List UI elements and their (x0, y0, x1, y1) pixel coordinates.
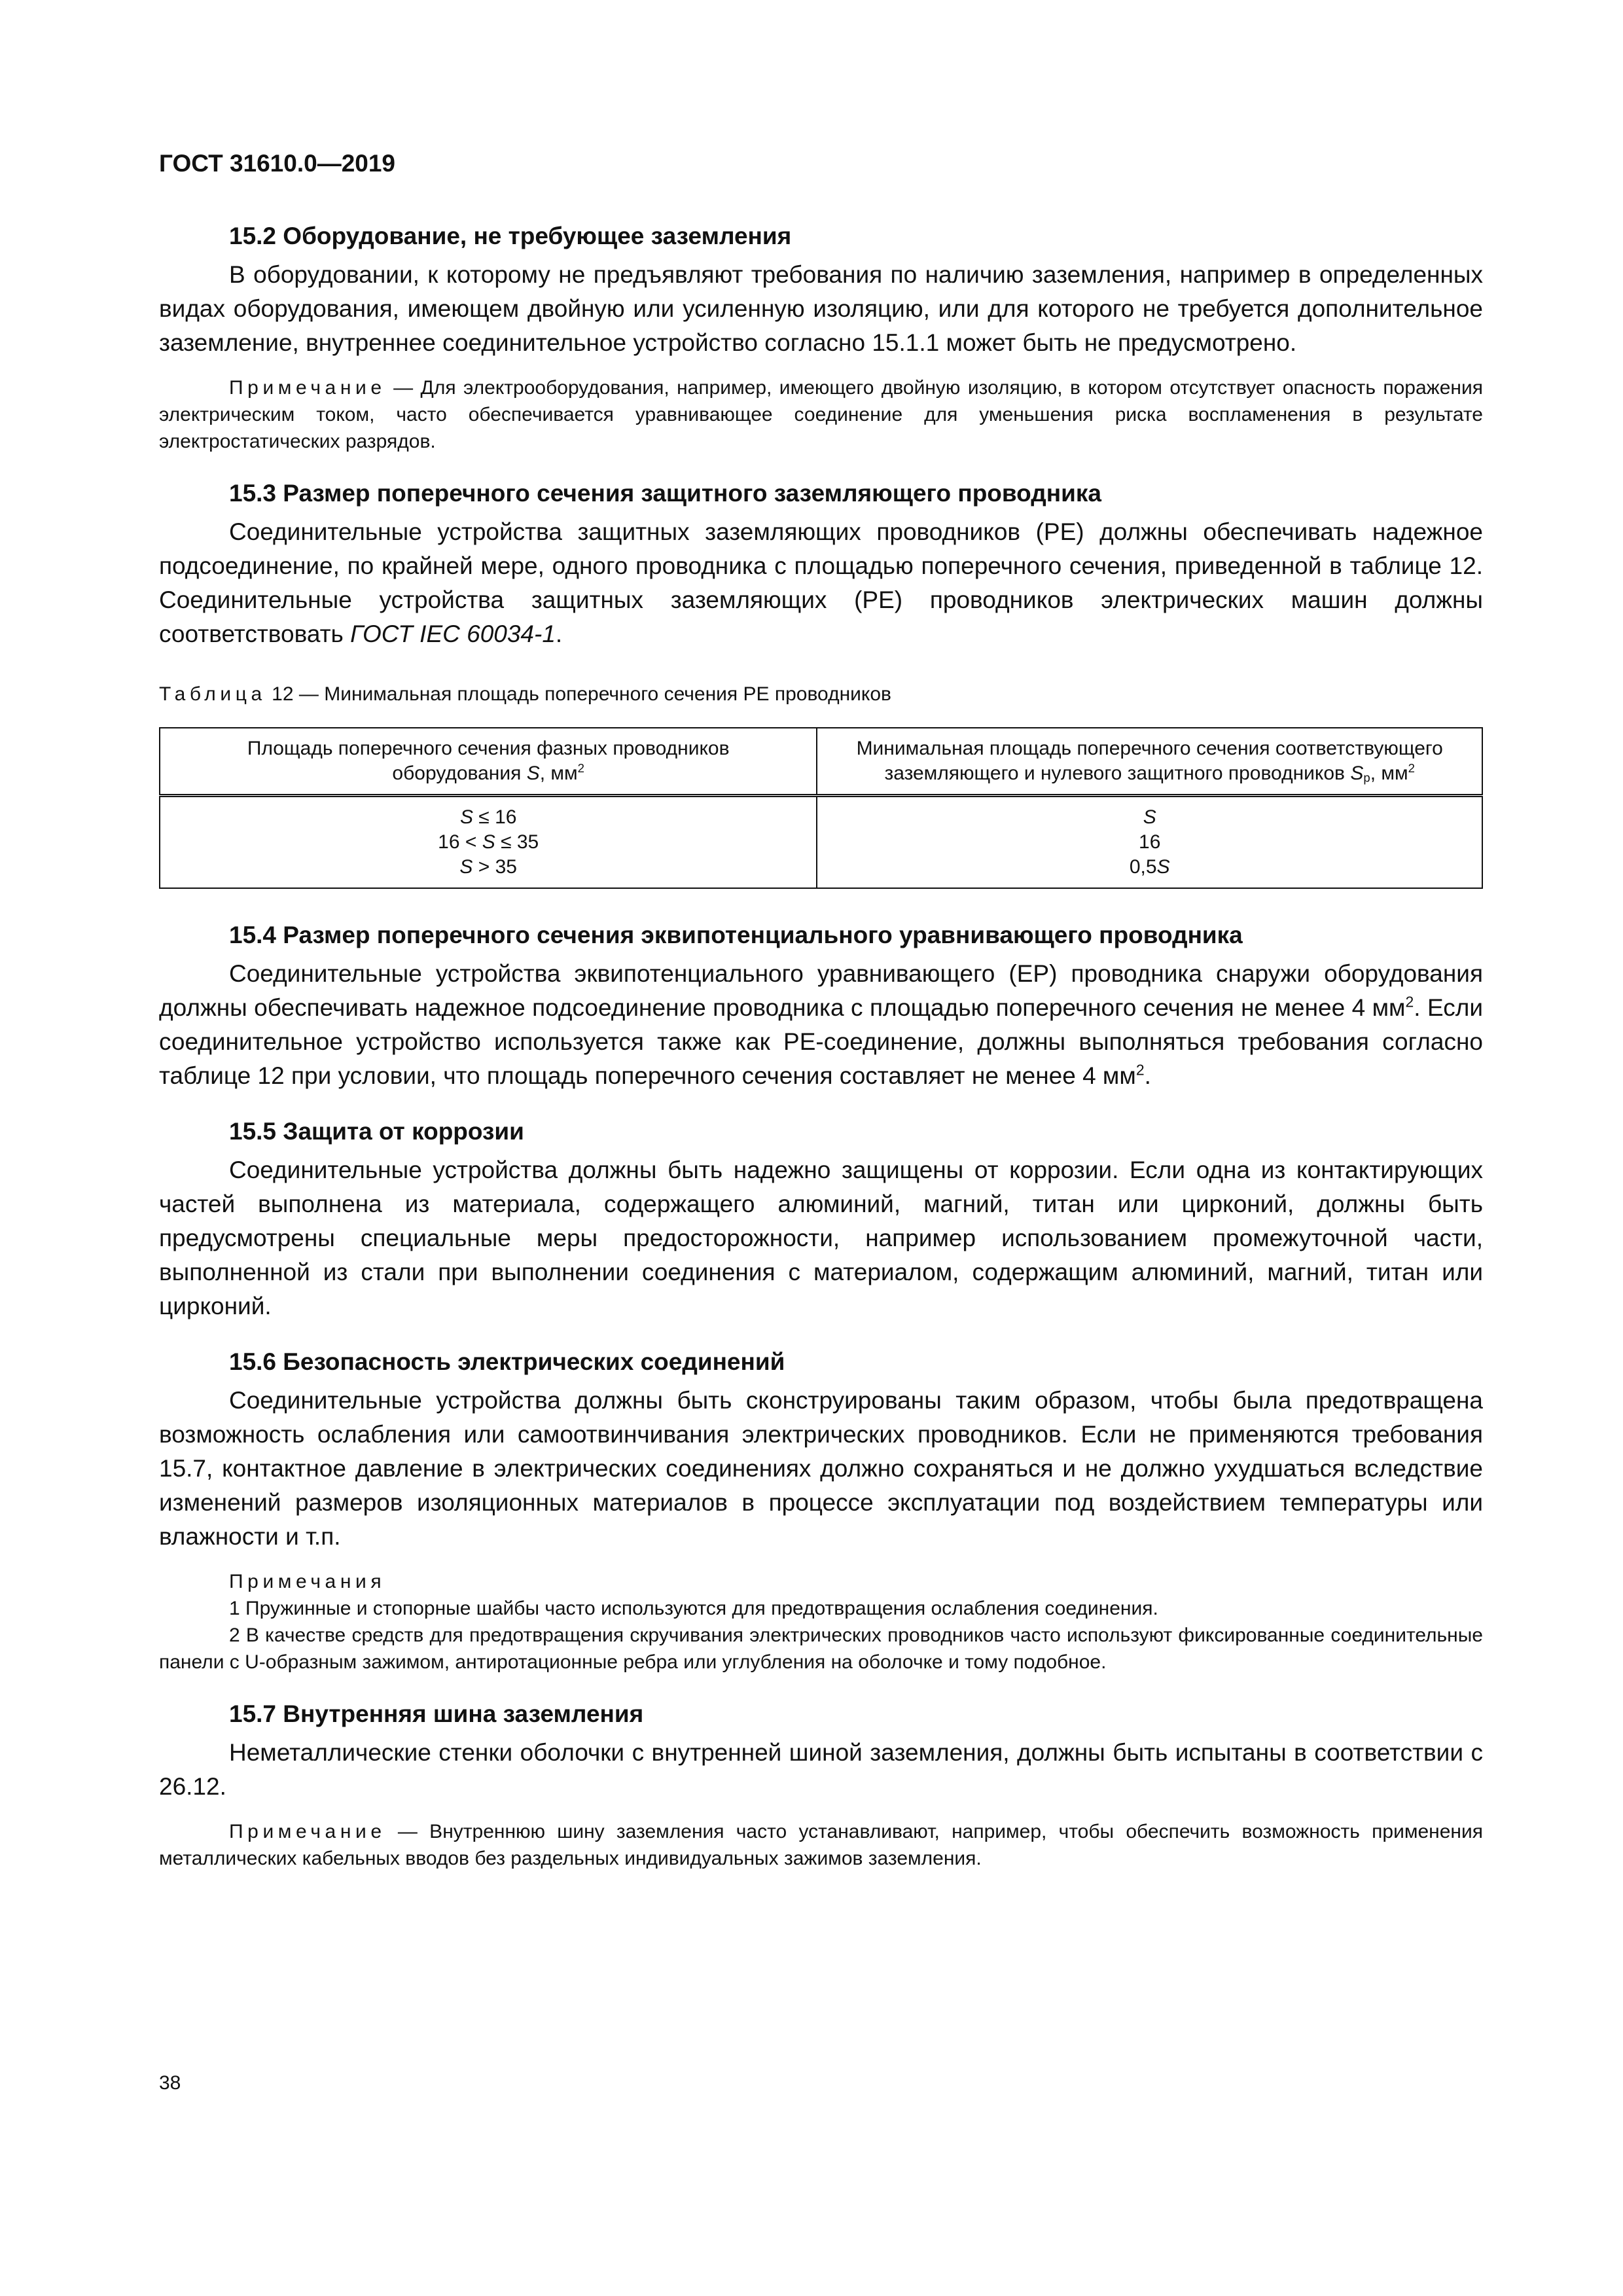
header-subscript: p (1363, 770, 1370, 785)
note-item: 1 Пружинные и стопорные шайбы часто используются для предотвращения ослабления соединения. (229, 1598, 1158, 1619)
table-value: 16 < S ≤ 35 (438, 831, 539, 853)
section-15-7-note (159, 1818, 1483, 1872)
section-15-6-notes (159, 1568, 1483, 1676)
section-15-5-title: 15.5 Защита от коррозии (229, 1118, 524, 1145)
notes-label: Примечания (229, 1571, 386, 1592)
table-value: 16 (1139, 831, 1161, 853)
section-15-7-text: Неметаллические стенки оболочки с внутренней шиной заземления, должны быть испытаны в соответствии с 26.12. (159, 1739, 1483, 1800)
note-text: — Внутреннюю шину заземления часто устанавливают, например, чтобы обеспечить возможность применения металлических кабельных вводов без раздельных индивидуальных зажимов заземления. (159, 1821, 1483, 1869)
section-15-7-title: 15.7 Внутренняя шина заземления (229, 1700, 644, 1727)
header-line: Минимальная площадь поперечного сечения соответствующего (856, 738, 1443, 759)
section-15-5-text: Соединительные устройства должны быть надежно защищены от коррозии. Если одна из контактирующих частей выполнена из материала, содержащего алюминий, магний, титан или цирконий, должны быть предусмотрены специальные меры предосторожности, например использованием промежуточной части, выполненной из стали при выполнении соединения с материалом, содержащим алюминий, магний, титан или цирконий. (159, 1157, 1483, 1319)
header-text: заземляющего и нулевого защитного проводников (884, 762, 1351, 784)
table-value: S ≤ 16 (459, 806, 517, 828)
table-header-phase-conductors (160, 728, 817, 796)
header-variable: S (526, 762, 540, 784)
table-12 (159, 727, 1483, 889)
note-text: — Для электрооборудования, например, имеющего двойную изоляцию, в котором отсутствует опасность поражения электрическим током, часто обеспечивается уравнивающее соединение для уменьшения риска воспламенения в результате электростатических разрядов. (159, 377, 1483, 452)
section-15-6-text: Соединительные устройства должны быть сконструированы таким образом, чтобы была предотвращена возможность ослабления или самоотвинчивания электрических проводников. Если не применяются требования 15.7, контактное давление в электрических соединениях должно сохраняться и не должно ухудшаться вследствие изменений размеров изоляционных материалов в процессе эксплуатации под воздействием температуры или влажности и т.п. (159, 1387, 1483, 1550)
section-15-3-text-end: . (555, 620, 563, 647)
section-15-2-title: 15.2 Оборудование, не требующее заземления (229, 223, 792, 249)
section-15-4-title: 15.4 Размер поперечного сечения эквипотенциального уравнивающего проводника (229, 922, 1243, 948)
table-value: S > 35 (459, 856, 517, 878)
text-part: . (1144, 1062, 1151, 1089)
note-label: Примечание (229, 377, 386, 399)
note-item: 2 В качестве средств для предотвращения скручивания электрических проводников часто используют фиксированные соединительные панели с U-образным зажимом, антиротационные ребра или углубления на оболочке и тому подобное. (159, 1624, 1483, 1673)
header-variable: S (1350, 762, 1364, 784)
superscript: 2 (1405, 993, 1414, 1011)
superscript: 2 (1135, 1061, 1145, 1079)
table-cell-pe (817, 796, 1482, 889)
table-value: 0,5S (1129, 856, 1170, 878)
table-caption-text: 12 — Минимальная площадь поперечного сечения PE проводников (266, 683, 891, 705)
header-unit: , мм (1370, 762, 1408, 784)
section-15-2-text: В оборудовании, к которому не предъявляют требования по наличию заземления, например в определенных видах оборудования, имеющем двойную или усиленную изоляцию, или для которого не требуется дополнительное заземление, внутреннее соединительное устройство согласно 15.1.1 может быть не предусмотрено. (159, 261, 1483, 356)
header-line: Площадь поперечного сечения фазных проводников (247, 738, 730, 759)
section-15-6-title: 15.6 Безопасность электрических соединений (229, 1348, 785, 1375)
table-header-pe-conductors (817, 728, 1482, 796)
note-label: Примечание (229, 1821, 386, 1842)
text-part: Соединительные устройства эквипотенциального уравнивающего (EP) проводника снаружи оборудования должны обеспечивать надежное подсоединение проводника с площадью поперечного сечения не менее 4 мм (159, 960, 1483, 1021)
header-text: оборудования (392, 762, 527, 784)
header-superscript: 2 (1408, 761, 1415, 775)
header-line (827, 761, 1472, 786)
table-cell-phase (160, 796, 817, 889)
gost-reference: ГОСТ IEC 60034-1 (350, 620, 556, 647)
header-line (169, 761, 807, 786)
section-15-4-text (159, 957, 1483, 1093)
header-superscript: 2 (577, 761, 584, 775)
section-15-3-text-main: Соединительные устройства защитных заземляющих проводников (PE) должны обеспечивать надежное подсоединение, по крайней мере, одного проводника с площадью поперечного сечения, приведенной в таблице 12. Соединительные устройства защитных заземляющих (PE) проводников электрических машин должны соответствовать (159, 518, 1483, 647)
table-12-caption (159, 681, 1483, 708)
page-number: 38 (159, 2072, 181, 2094)
section-15-3-title: 15.3 Размер поперечного сечения защитного заземляющего проводника (229, 480, 1101, 507)
section-15-3-text (159, 515, 1483, 651)
header-unit: , мм (539, 762, 578, 784)
section-15-2-note (159, 374, 1483, 455)
text-part: . Если соединительное устройство используется также как PE-соединение, должны выполняться требования согласно таблице 12 при условии, что площадь поперечного сечения составляет не менее 4 мм (159, 994, 1483, 1089)
table-caption-label: Таблица (159, 683, 266, 705)
document-header: ГОСТ 31610.0—2019 (159, 150, 396, 177)
document-page (159, 149, 1483, 1872)
table-value: S (1143, 806, 1156, 828)
